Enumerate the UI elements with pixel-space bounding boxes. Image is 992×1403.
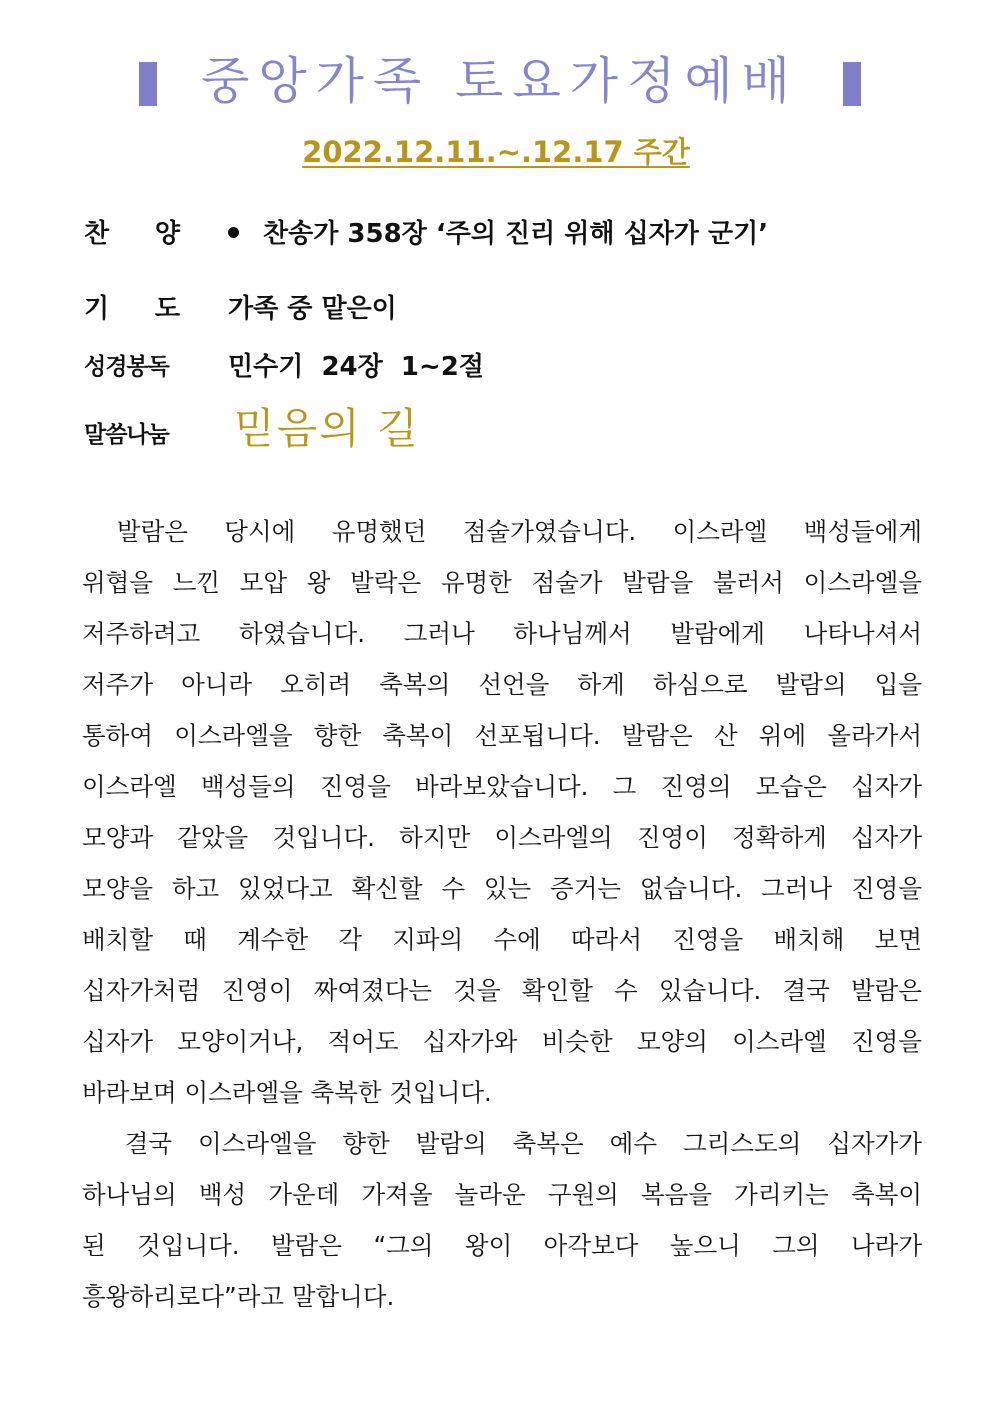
sermon-title: 믿음의 길 (234, 404, 420, 453)
body-line: 발람은 당시에 유명했던 점술가였습니다. 이스라엘 백성들에게 (82, 517, 922, 546)
body-line: 이스라엘 백성들의 진영을 바라보았습니다. 그 진영의 모습은 십자가 (82, 772, 922, 801)
title-bar-left (139, 62, 157, 106)
title-bar-right (843, 62, 861, 106)
hymn-text: 찬송가 358장 ‘주의 진리 위해 십자가 군기’ (263, 219, 769, 249)
body-line: 위협을 느낀 모압 왕 발락은 유명한 점술가 발람을 불러서 이스라엘을 (82, 568, 922, 597)
body-line: 된 것입니다. 발람은 “그의 왕이 아각보다 높으니 그의 나라가 (82, 1231, 922, 1260)
sermon-body (82, 506, 922, 1322)
body-line: 바라보며 이스라엘을 축복한 것입니다. (82, 1078, 492, 1107)
order-label-char: 찬 (84, 219, 110, 249)
title-row (0, 48, 992, 118)
week-range (0, 132, 992, 172)
week-range-text: 2022.12.11.~.12.17 주간 (302, 135, 690, 169)
body-line: 십자가 모양이거나, 적어도 십자가와 비슷한 모양의 이스라엘 진영을 (82, 1027, 922, 1056)
body-line: 통하여 이스라엘을 향한 축복이 선포됩니다. 발람은 산 위에 올라가서 (82, 721, 922, 750)
body-line: 하나님의 백성 가운데 가져올 놀라운 구원의 복음을 가리키는 축복이 (82, 1180, 922, 1209)
order-value-prayer: 가족 중 맡은이 (228, 294, 397, 324)
body-line: 흥왕하리로다”라고 말합니다. (82, 1282, 395, 1311)
body-line: 모양을 하고 있었다고 확신할 수 있는 증거는 없습니다. 그러나 진영을 (82, 874, 922, 903)
order-value-hymn (228, 209, 768, 259)
order-label-char: 양 (154, 219, 180, 249)
order-label-prayer (84, 284, 180, 334)
body-line: 모양과 같았을 것입니다. 하지만 이스라엘의 진영이 정확하게 십자가 (82, 823, 922, 852)
bullet-icon (228, 227, 239, 238)
body-line: 십자가처럼 진영이 짜여졌다는 것을 확인할 수 있습니다. 결국 발람은 (82, 976, 922, 1005)
order-value-reading: 민수기 24장 1~2절 (228, 352, 484, 382)
body-line: 저주하려고 하였습니다. 그러나 하나님께서 발람에게 나타나셔서 (82, 619, 922, 648)
body-line: 결국 이스라엘을 향한 발람의 축복은 예수 그리스도의 십자가가 (82, 1129, 922, 1158)
order-label-char: 기 (84, 294, 110, 324)
body-line: 배치할 때 계수한 각 지파의 수에 따라서 진영을 배치해 보면 (82, 925, 922, 954)
page-title: 중앙가족 토요가정예배 (201, 52, 799, 110)
order-label-hymn (84, 209, 180, 259)
body-line: 저주가 아니라 오히려 축복의 선언을 하게 하심으로 발람의 입을 (82, 670, 922, 699)
order-label-sermon: 말씀나눔 (84, 422, 169, 448)
order-label-char: 도 (154, 294, 180, 324)
order-label-reading: 성경봉독 (84, 354, 169, 380)
